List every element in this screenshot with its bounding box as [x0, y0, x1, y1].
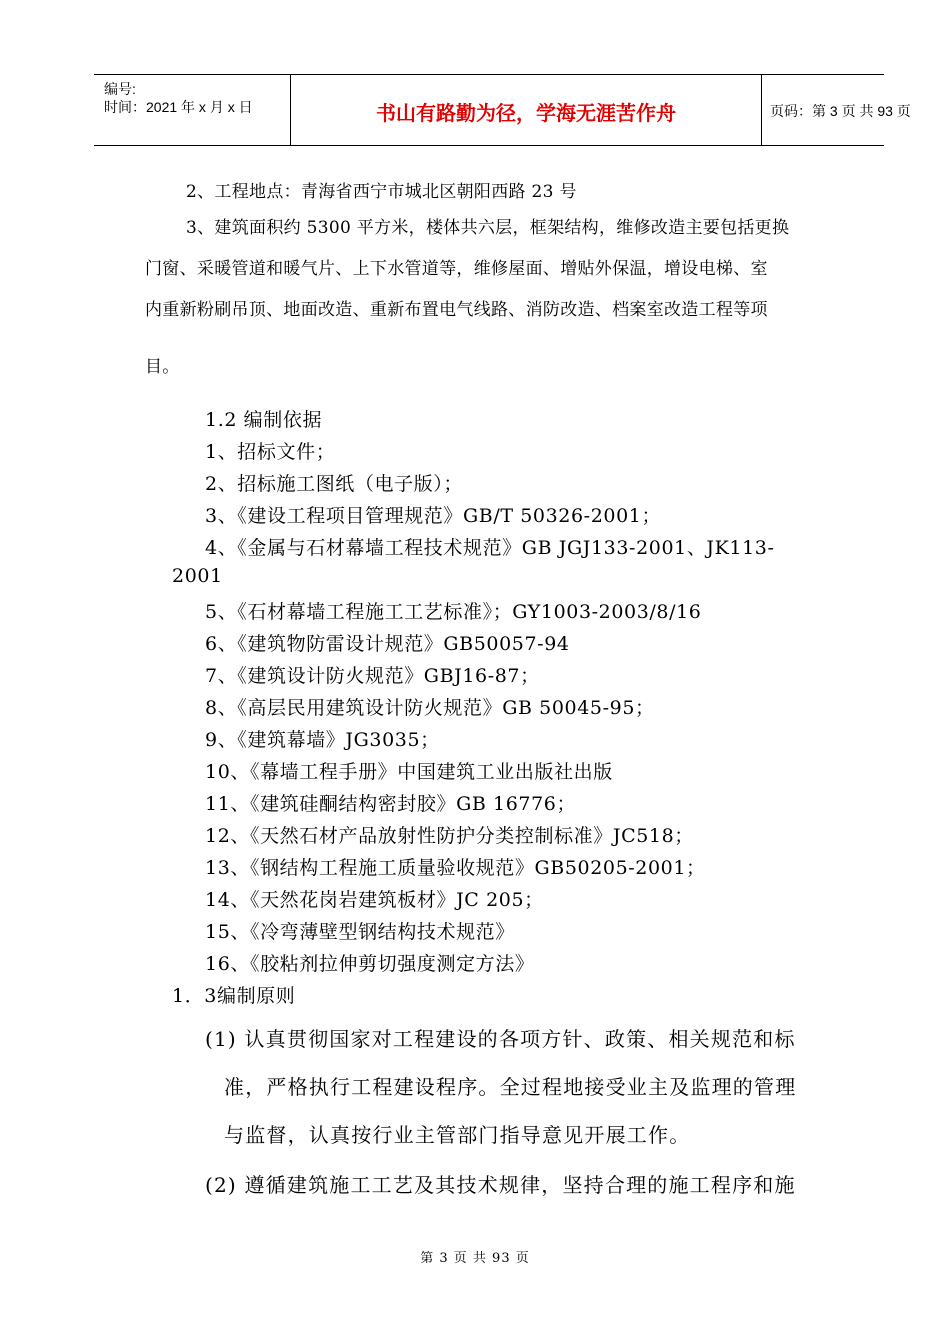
- document-number-label: 编号:: [104, 81, 136, 97]
- basis-item: 11、《建筑硅酮结构密封胶》GB 16776；: [205, 793, 577, 815]
- basis-item: 2、招标施工图纸（电子版）；: [205, 473, 463, 495]
- basis-item: 5、《石材幕墙工程施工工艺标准》；GY1003-2003/8/16: [205, 601, 702, 623]
- header-page-cell: [760, 75, 911, 145]
- basis-item: 16、《胶粘剂拉伸剪切强度测定方法》: [205, 953, 535, 975]
- paragraph-area-line: 3、建筑面积约 5300 平方米，楼体共六层，框架结构，维修改造主要包括更换: [186, 218, 790, 238]
- basis-item: 8、《高层民用建筑设计防火规范》GB 50045-95；: [205, 697, 655, 719]
- section-heading: 1.2 编制依据: [205, 409, 323, 431]
- basis-item: 3、《建设工程项目管理规范》GB/T 50326-2001；: [205, 505, 662, 527]
- header-page-info: 页码：第 3 页 共 93 页: [770, 103, 911, 119]
- basis-item: 13、《钢结构工程施工质量验收规范》GB50205-2001；: [205, 857, 706, 879]
- paragraph-area-line: 目。: [145, 357, 180, 377]
- principle-line: 与监督，认真按行业主管部门指导意见开展工作。: [224, 1123, 691, 1147]
- basis-item: 7、《建筑设计防火规范》GBJ16-87；: [205, 665, 540, 687]
- paragraph-area-line: 门窗、采暖管道和暖气片、上下水管道等，维修屋面、增贴外保温，增设电梯、室: [145, 259, 768, 279]
- paragraph-area-line: 内重新粉刷吊顶、地面改造、重新布置电气线路、消防改造、档案室改造工程等项: [145, 300, 768, 320]
- page-footer: 第 3 页 共 93 页: [420, 1251, 530, 1266]
- header-meta-cell: [94, 75, 290, 145]
- basis-item: 12、《天然石材产品放射性防护分类控制标准》JC518；: [205, 825, 694, 847]
- principle-line: 准，严格执行工程建设程序。全过程地接受业主及监理的管理: [224, 1075, 797, 1099]
- basis-item: 9、《建筑幕墙》JG3035；: [205, 729, 440, 751]
- principle-line: (2) 遵循建筑施工工艺及其技术规律，坚持合理的施工程序和施: [205, 1173, 796, 1197]
- basis-item: 1、招标文件；: [205, 441, 336, 463]
- header-motto-cell: [290, 75, 762, 145]
- basis-item: 15、《冷弯薄壁型钢结构技术规范》: [205, 921, 515, 943]
- header-motto: 书山有路勤为径，学海无涯苦作舟: [376, 101, 676, 125]
- basis-item: 6、《建筑物防雷设计规范》GB50057-94: [205, 633, 570, 655]
- basis-item-continuation: 2001: [172, 565, 223, 587]
- basis-item: 4、《金属与石材幕墙工程技术规范》GB JGJ133-2001、JK113-: [205, 537, 775, 559]
- page-header: [94, 74, 911, 146]
- basis-item: 10、《幕墙工程手册》中国建筑工业出版社出版: [205, 761, 613, 783]
- basis-item: 14、《天然花岗岩建筑板材》JC 205；: [205, 889, 544, 911]
- principle-line: (1) 认真贯彻国家对工程建设的各项方针、政策、相关规范和标: [205, 1027, 796, 1051]
- section-heading: 1．3编制原则: [172, 985, 296, 1007]
- paragraph-location: 2、工程地点：青海省西宁市城北区朝阳西路 23 号: [186, 182, 577, 202]
- document-time-label: 时间：2021 年 x 月 x 日: [104, 99, 253, 115]
